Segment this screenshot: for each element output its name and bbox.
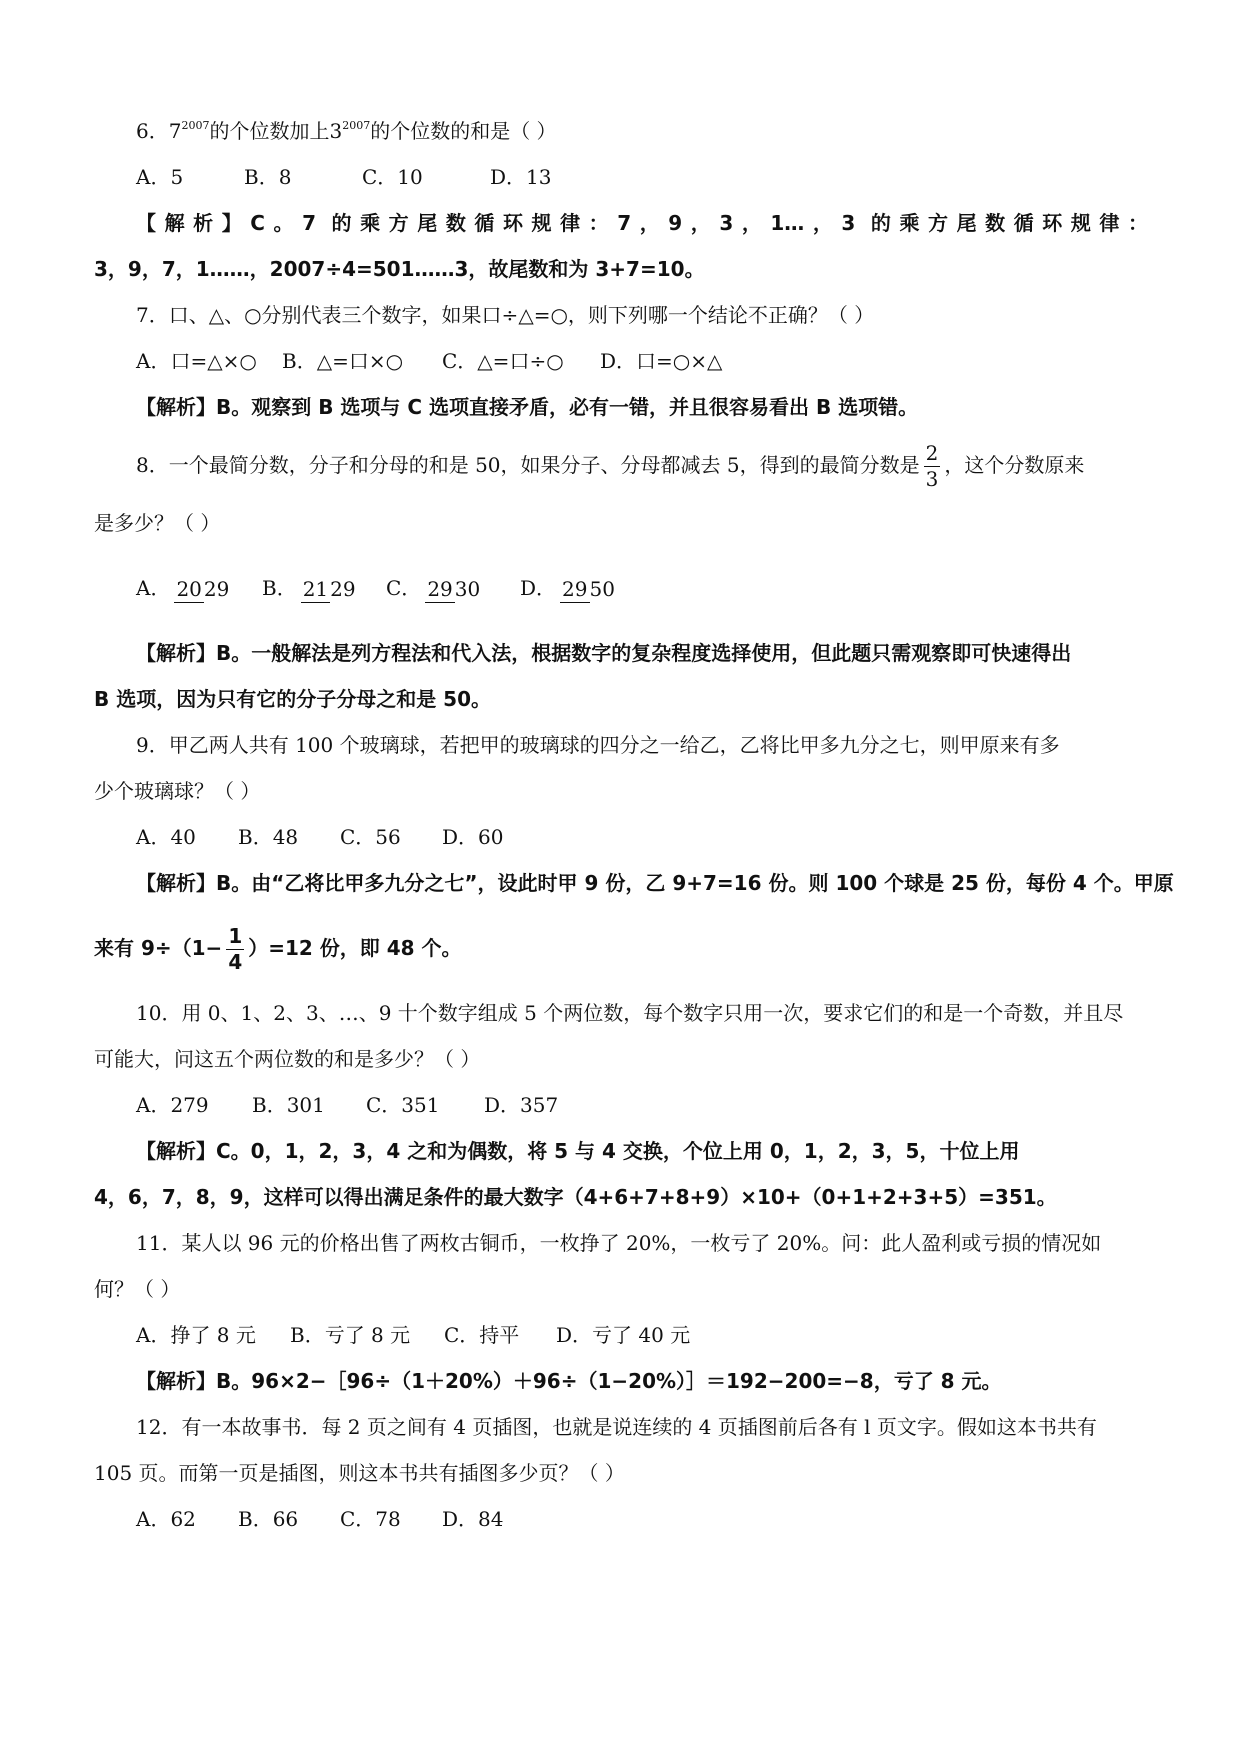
question-6-options	[94, 154, 1148, 200]
option-b: B．66	[238, 1507, 299, 1531]
option-a: A． 20 29	[136, 576, 230, 601]
question-9-stem-line-2: 少个玻璃球？（ ）	[94, 779, 261, 803]
analysis-heading: 【解析】	[136, 211, 251, 235]
option-a: A．279	[136, 1093, 209, 1117]
question-12-options	[94, 1496, 1148, 1542]
analysis-heading: 【解析】	[136, 1369, 216, 1393]
question-8-analysis-line-1: 【解析】B。一般解法是列方程法和代入法，根据数字的复杂程度选择使用，但此题只需观察即可快速得出	[136, 641, 1072, 665]
question-9-options	[94, 814, 1148, 860]
fraction: 20 29	[176, 576, 230, 601]
question-11-analysis: 【解析】B。96×2−［96÷（1＋20%）＋96÷（1−20%）］＝192−200=−8，亏了 8 元。	[136, 1369, 1002, 1393]
option-a: A．口=△×○	[136, 349, 257, 373]
question-9-analysis-line-1: 【解析】B。由“乙将比甲多九分之七”，设此时甲 9 份，乙 9+7=16 份。则 100 个球是 25 份，每份 4 个。甲原	[136, 871, 1174, 895]
question-7-options	[94, 338, 1148, 384]
fraction: $\frac{1}{4}$	[228, 924, 243, 974]
fraction: 21 29	[302, 576, 356, 601]
option-c: C．351	[366, 1093, 440, 1117]
option-d: D．357	[484, 1093, 559, 1117]
exponent: 2007	[342, 119, 371, 132]
option-b: B．48	[238, 825, 299, 849]
analysis-heading: 【解析】	[136, 871, 216, 895]
power-base-3: 3	[329, 119, 343, 143]
question-10-analysis-line-1: 【解析】C。0，1，2，3，4 之和为偶数，将 5 与 4 交换，个位上用 0，1，2，3，5，十位上用	[136, 1139, 1020, 1163]
fraction: 29 50	[562, 576, 615, 601]
fraction: 29 30	[427, 576, 481, 601]
option-d: D．60	[442, 825, 504, 849]
question-6-analysis-line-1: 【解析】C。7 的乘方尾数循环规律：7，9，3，1…，3 的乘方尾数循环规律：	[136, 211, 1148, 235]
option-d: D．亏了 40 元	[556, 1323, 691, 1347]
option-d: D． 29 50	[520, 576, 615, 601]
exponent: 2007	[181, 119, 210, 132]
question-10-stem-line-2: 可能大，问这五个两位数的和是多少？（ ）	[94, 1047, 481, 1071]
question-11-stem-line-1: 11．某人以 96 元的价格出售了两枚古铜币，一枚挣了 20%，一枚亏了 20%。问：此人盈利或亏损的情况如	[136, 1231, 1102, 1255]
question-7-analysis: 【解析】B。观察到 B 选项与 C 选项直接矛盾，必有一错，并且很容易看出 B 选项错。	[136, 395, 919, 419]
question-11-options	[94, 1312, 1148, 1358]
option-b: B．△=口×○	[282, 349, 404, 373]
question-8-analysis-line-2: B 选项，因为只有它的分子分母之和是 50。	[94, 687, 492, 711]
option-d: D．84	[442, 1507, 504, 1531]
option-d: D．13	[490, 165, 552, 189]
analysis-heading: 【解析】	[136, 395, 216, 419]
question-12-stem-line-1: 12．有一本故事书．每 2 页之间有 4 页插图，也就是说连续的 4 页插图前后各有 l 页文字。假如这本书共有	[136, 1415, 1097, 1439]
option-d: D．口=○×△	[600, 349, 723, 373]
question-8-options	[94, 546, 1148, 630]
question-7-stem: 7．口、△、○分别代表三个数字，如果口÷△=○，则下列哪一个结论不正确？（ ）	[136, 303, 875, 327]
power-base-7: 7	[168, 119, 182, 143]
question-11-stem-line-2: 何？（ ）	[94, 1277, 181, 1301]
question-12-stem-line-2: 105 页。而第一页是插图，则这本书共有插图多少页？（ ）	[94, 1461, 625, 1485]
analysis-heading: 【解析】	[136, 1139, 216, 1163]
question-10-options	[94, 1082, 1148, 1128]
question-9-stem-line-1: 9．甲乙两人共有 100 个玻璃球，若把甲的玻璃球的四分之一给乙，乙将比甲多九分之七，则甲原来有多	[136, 733, 1060, 757]
question-8-stem-line-1: 8．一个最简分数，分子和分母的和是 50，如果分子、分母都减去 5，得到的最简分数是 $\frac{2}{3}$ ，这个分数原来	[136, 441, 1085, 491]
option-c: C．10	[362, 165, 423, 189]
option-a: A．62	[136, 1507, 196, 1531]
option-a: A．40	[136, 825, 196, 849]
option-b: B．301	[252, 1093, 325, 1117]
option-a: A．挣了 8 元	[136, 1323, 256, 1347]
option-c: C． 29 30	[386, 576, 481, 601]
question-8-stem-line-2: 是多少？（ ）	[94, 511, 221, 535]
option-c: C．78	[340, 1507, 401, 1531]
analysis-heading: 【解析】	[136, 641, 216, 665]
option-c: C．△=口÷○	[442, 349, 564, 373]
question-10-stem-line-1: 10．用 0、1、2、3、…、9 十个数字组成 5 个两位数，每个数字只用一次，要求它们的和是一个奇数，并且尽	[136, 1001, 1124, 1025]
question-6-stem: 6．$7^{2007}$的个位数加上$3^{2007}$的个位数的和是（ ）	[136, 119, 557, 143]
fraction: $\frac{2}{3}$	[925, 441, 939, 491]
question-9-analysis-line-2: 来有 9÷（1− $\frac{1}{4}$ ）=12 份，即 48 个。	[94, 924, 462, 974]
option-b: B．8	[244, 165, 292, 189]
option-c: C．56	[340, 825, 401, 849]
option-b: B．亏了 8 元	[290, 1323, 411, 1347]
option-c: C．持平	[444, 1323, 520, 1347]
question-10-analysis-line-2: 4，6，7，8，9，这样可以得出满足条件的最大数字（4+6+7+8+9）×10+（0+1+2+3+5）=351。	[94, 1185, 1057, 1209]
question-6-analysis-line-2: 3，9，7，1……，2007÷4=501……3，故尾数和为 3+7=10。	[94, 257, 705, 281]
option-b: B． 21 29	[262, 576, 356, 601]
option-a: A．5	[136, 165, 184, 189]
